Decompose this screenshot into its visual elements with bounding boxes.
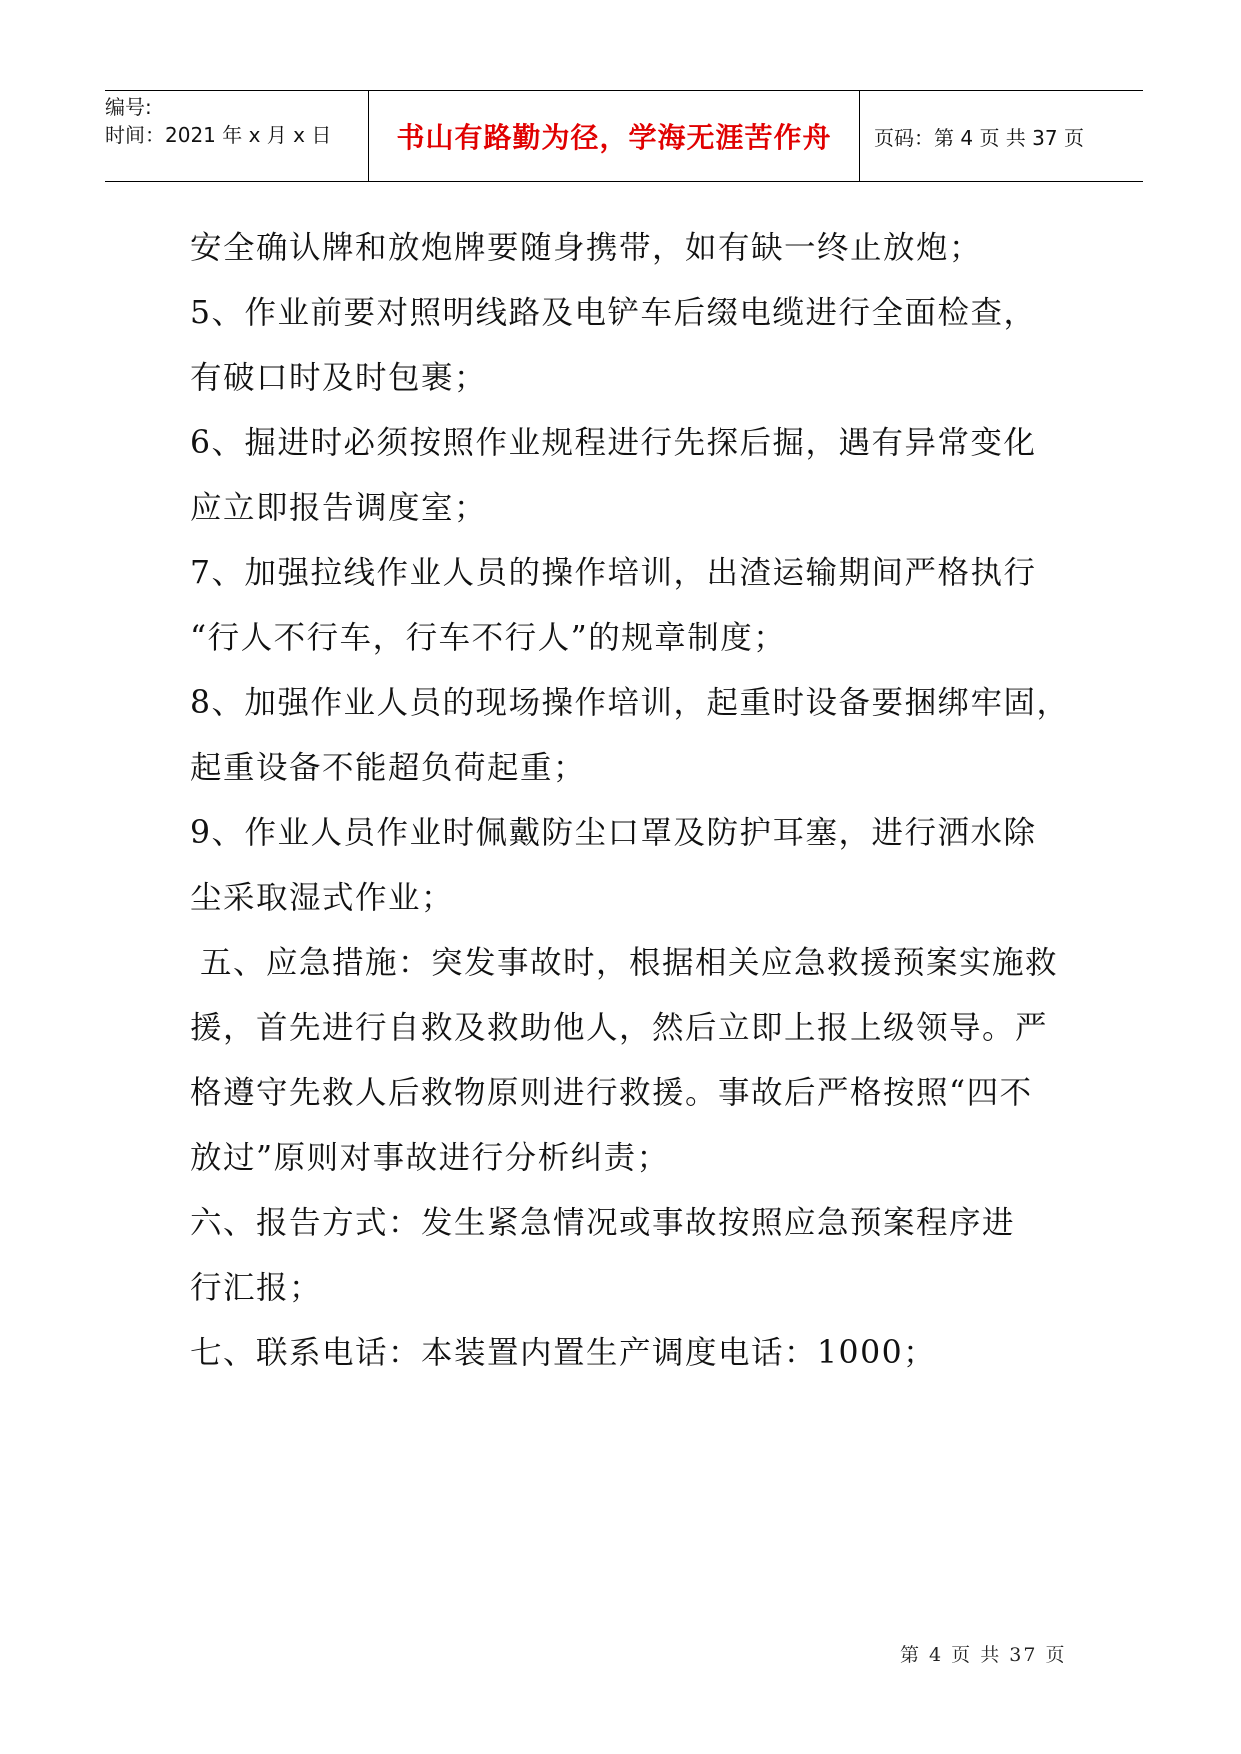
document-time-label: 时间：2021 年 x 月 x 日 [105, 123, 332, 147]
body-line: 9、作业人员作业时佩戴防尘口罩及防护耳塞，进行洒水除 [190, 815, 1037, 851]
body-line: 七、联系电话：本装置内置生产调度电话：1000； [190, 1335, 937, 1371]
body-line: 6、掘进时必须按照作业规程进行先探后掘，遇有异常变化 [190, 425, 1037, 461]
page-header [105, 90, 1143, 182]
document-number-label: 编号: [105, 95, 152, 119]
body-line: 援，首先进行自救及救助他人，然后立即上报上级领导。严 [190, 1010, 1049, 1046]
body-line: 7、加强拉线作业人员的操作培训，出渣运输期间严格执行 [190, 555, 1037, 591]
body-line: 格遵守先救人后救物原则进行救援。事故后严格按照“四不 [190, 1075, 1033, 1111]
body-line: 五、应急措施：突发事故时，根据相关应急救援预案实施救 [200, 945, 1059, 981]
body-line: 有破口时及时包裹； [190, 360, 488, 396]
body-line: 起重设备不能超负荷起重； [190, 750, 587, 786]
body-line: “行人不行车，行车不行人”的规章制度； [190, 620, 787, 656]
body-line: 5、作业前要对照明线路及电铲车后缀电缆进行全面检查， [190, 295, 1037, 331]
body-line: 应立即报告调度室； [190, 490, 488, 526]
page-footer: 第 4 页 共 37 页 [900, 1644, 1067, 1666]
body-line: 放过”原则对事故进行分析纠责； [190, 1140, 670, 1176]
body-line: 六、报告方式：发生紧急情况或事故按照应急预案程序进 [190, 1205, 1016, 1241]
body-line: 8、加强作业人员的现场操作培训，起重时设备要捆绑牢固， [190, 685, 1070, 721]
header-meta [105, 91, 369, 181]
header-page-number: 页码：第 4 页 共 37 页 [874, 125, 1084, 150]
body-line: 行汇报； [190, 1270, 323, 1306]
body-line: 尘采取湿式作业； [190, 880, 455, 916]
document-body [190, 216, 1090, 1386]
body-line: 安全确认牌和放炮牌要随身携带，如有缺一终止放炮； [190, 230, 983, 266]
header-motto: 书山有路勤为径，学海无涯苦作舟 [369, 91, 860, 181]
